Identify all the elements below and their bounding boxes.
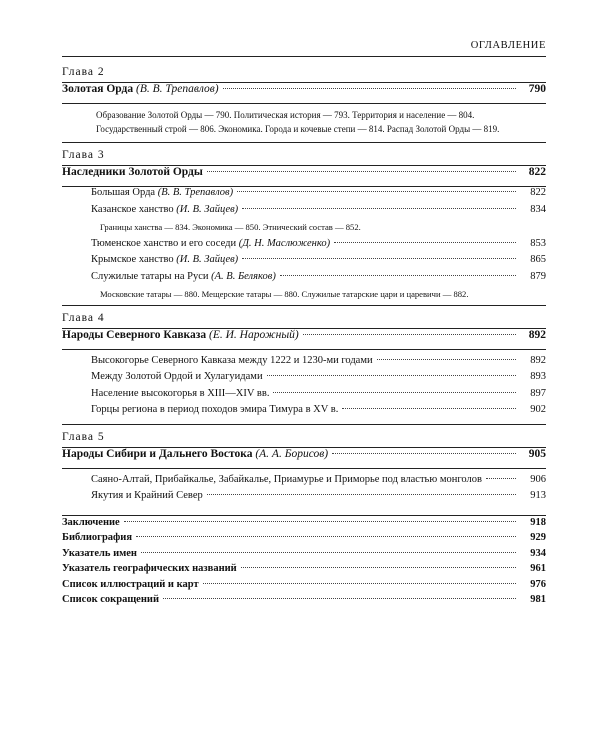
leader-dots (242, 258, 516, 259)
entry-title: Тюменское ханство и его соседи (91, 237, 237, 249)
toc-entry[interactable] (62, 388, 546, 405)
entry-page: 961 (530, 563, 546, 574)
chapter-label: Глава 5 (62, 430, 105, 443)
entry-title: Список сокращений (62, 594, 159, 605)
leader-dots (267, 375, 516, 376)
section-divider (62, 305, 546, 306)
entry-title: Саяно-Алтай, Прибайкалье, Забайкалье, Приамурье и Приморье под властью монголов (91, 473, 482, 485)
chapter-label: Глава 3 (62, 149, 105, 161)
toc-entry[interactable] (62, 187, 546, 204)
leader-dots (486, 478, 516, 479)
entry-page: 790 (528, 83, 546, 95)
leader-dots (163, 598, 516, 599)
section-note: Московские татары — 880. Мещерские татары — 880. Служилые татарские цари и царевичи — 882. (100, 289, 469, 299)
toc-entry-major[interactable] (62, 517, 546, 533)
toc-entry-major[interactable] (62, 579, 546, 595)
entry-page: 918 (530, 516, 546, 528)
entry-title: Население высокогорья в XIII—XIV вв. (91, 387, 270, 399)
entry-title: Народы Сибири и Дальнего Востока (62, 447, 253, 460)
entry-author: (В. В. Трепавлов) (136, 83, 219, 95)
section-note: Границы ханства — 834. Экономика — 850. Этнический состав — 852. (100, 222, 361, 232)
entry-author: (И. В. Зайцев) (176, 203, 239, 215)
toc-entry-major[interactable] (62, 594, 546, 610)
entry-title: Золотая Орда (62, 83, 134, 95)
leader-dots (136, 536, 516, 537)
toc-entry[interactable] (62, 371, 546, 388)
header-rule (62, 56, 546, 57)
leader-dots (241, 567, 516, 568)
entry-author: (А. В. Беляков) (211, 270, 276, 282)
entry-author: (Е. И. Нарожный) (208, 328, 299, 341)
entry-title: Указатель географических названий (62, 563, 237, 574)
leader-dots (237, 191, 516, 192)
leader-dots (242, 208, 516, 209)
entry-title: Наследники Золотой Орды (62, 166, 203, 178)
entry-page: 865 (530, 254, 546, 265)
toc-entry[interactable] (62, 238, 546, 255)
entry-title: Горцы региона в период походов эмира Тимура в XV в. (91, 404, 339, 415)
running-head: ОГЛАВЛЕНИЕ (470, 40, 546, 51)
entry-page: 902 (530, 404, 546, 415)
toc-entry-major[interactable] (62, 563, 546, 579)
entry-page: 893 (530, 371, 546, 382)
entry-title: Список иллюстраций и карт (62, 578, 199, 590)
entry-title: Между Золотой Ордой и Хулагуидами (91, 371, 263, 382)
entry-page: 934 (530, 547, 546, 559)
leader-dots (334, 242, 516, 243)
chapter-label: Глава 2 (62, 66, 105, 78)
entry-page: 853 (530, 237, 546, 249)
entry-page: 897 (530, 387, 546, 399)
entry-title: Якутия и Крайний Север (91, 490, 203, 501)
entry-page: 905 (528, 447, 546, 460)
leader-dots (141, 552, 516, 553)
leader-dots (280, 275, 516, 276)
entry-page: 892 (528, 328, 546, 341)
toc-entry-major[interactable] (62, 548, 546, 564)
entry-title: Заключение (62, 516, 120, 528)
entry-page: 892 (530, 354, 546, 366)
leader-dots (303, 334, 516, 335)
entry-page: 976 (530, 578, 546, 590)
leader-dots (124, 521, 516, 522)
entry-author: (В. В. Трепавлов) (157, 187, 234, 198)
section-divider (62, 424, 546, 425)
entry-page: 879 (530, 270, 546, 282)
leader-dots (273, 392, 516, 393)
toc-entry-major[interactable] (62, 82, 546, 104)
leader-dots (223, 88, 516, 89)
entry-author: (Д. Н. Маслюженко) (238, 237, 331, 249)
entry-title: Казанское ханство (91, 203, 174, 215)
entry-page: 822 (530, 187, 546, 198)
chapter-label: Глава 4 (62, 311, 105, 324)
entry-title: Библиография (62, 532, 133, 543)
section-note: Образование Золотой Орды — 790. Политическая история — 793. Территория и население — 804. Государственный строй — 806. Экономика. Города и кочевые степи — 814. Распад Золотой Орды — 819. (96, 110, 500, 134)
toc-entry[interactable] (62, 490, 546, 507)
entry-title: Высокогорье Северного Кавказа между 1222 и 1230-ми годами (91, 354, 373, 366)
toc-entry[interactable] (62, 355, 546, 372)
leader-dots (203, 583, 516, 584)
entry-author: (И. В. Зайцев) (176, 254, 239, 265)
leader-dots (342, 408, 516, 409)
entry-page: 981 (530, 594, 546, 605)
toc-entry[interactable] (62, 204, 546, 221)
leader-dots (332, 453, 516, 454)
entry-title: Крымское ханство (91, 254, 174, 265)
toc-entry[interactable] (62, 404, 546, 421)
entry-title: Народы Северного Кавказа (62, 328, 207, 341)
toc-entry[interactable] (62, 271, 546, 288)
entry-title: Большая Орда (91, 187, 156, 198)
entry-title: Служилые татары на Руси (91, 270, 209, 282)
toc-entry-major[interactable] (62, 447, 546, 469)
leader-dots (207, 171, 516, 172)
toc-entry-major[interactable] (62, 328, 546, 350)
entry-page: 822 (528, 166, 546, 178)
entry-page: 906 (530, 473, 546, 485)
leader-dots (377, 359, 516, 360)
entry-page: 929 (530, 532, 546, 543)
toc-entry-major[interactable] (62, 165, 546, 187)
section-divider (62, 142, 546, 143)
entry-title: Указатель имен (62, 547, 137, 559)
toc-entry-major[interactable] (62, 532, 546, 548)
back-matter (62, 515, 546, 610)
toc-content (62, 62, 546, 610)
toc-entry[interactable] (62, 254, 546, 271)
toc-entry[interactable] (62, 474, 546, 491)
entry-author: (А. А. Борисов) (255, 447, 329, 460)
leader-dots (207, 494, 516, 495)
entry-page: 913 (530, 490, 546, 501)
entry-page: 834 (530, 203, 546, 215)
